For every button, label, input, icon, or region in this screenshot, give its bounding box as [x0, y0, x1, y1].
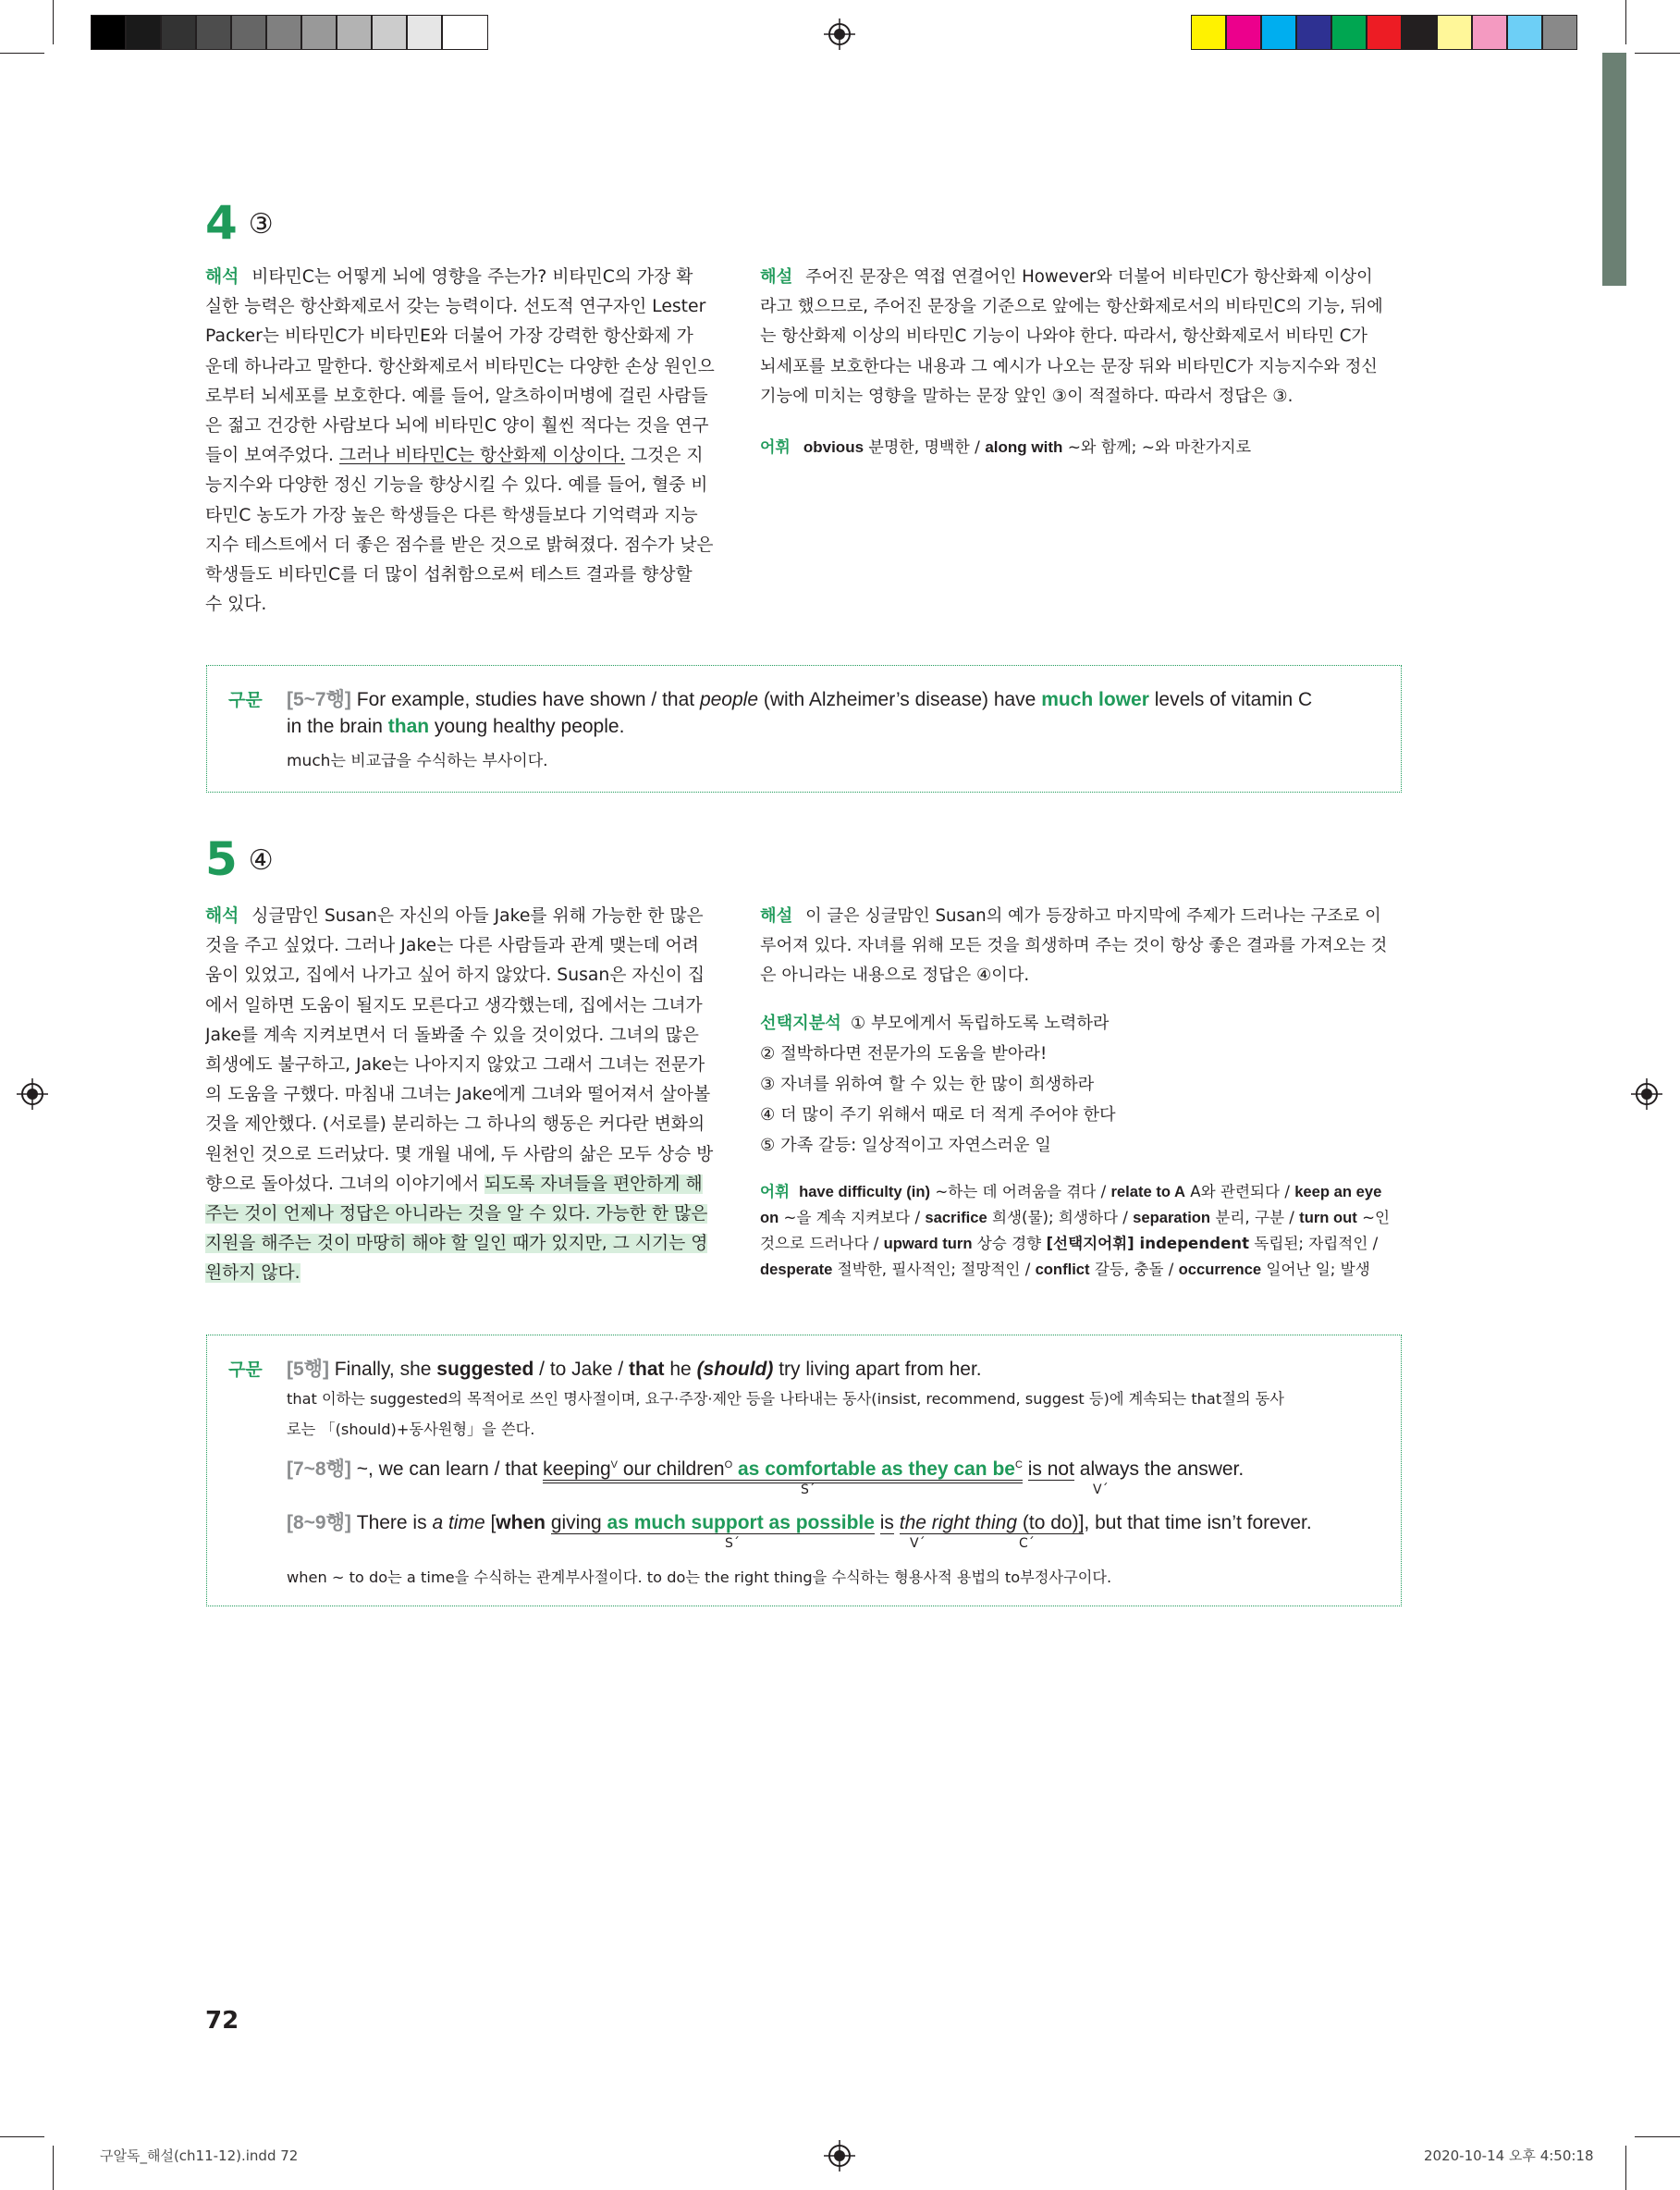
- syntax-sentence-line-1: [287, 684, 1312, 712]
- vocab-term: conflict: [1035, 1261, 1090, 1278]
- vocab-meaning: ~인: [1356, 1209, 1391, 1226]
- q5-vocabulary: [760, 1179, 1402, 1283]
- text-line: 에서 일하면 도움이 될지도 모른다고 생각했는데, 집에서는 그녀가: [205, 995, 703, 1015]
- line-reference: [7~8행]: [287, 1458, 351, 1480]
- syntax-label: 구문: [228, 1360, 263, 1380]
- choice-analysis-label: 선택지분석: [760, 1014, 841, 1033]
- sentence-text: try living apart from her.: [773, 1359, 982, 1380]
- text-line: 학생들도 비타민C를 더 많이 섭취함으로써 테스트 결과를 향상할: [205, 564, 693, 584]
- grammar-tag: O: [724, 1459, 733, 1470]
- sentence-text: (with Alzheimer’s disease) have: [758, 689, 1042, 710]
- sentence-text: he: [664, 1359, 697, 1380]
- page-number: 72: [205, 2007, 239, 2035]
- vocab-meaning: 것으로 드러나다 /: [760, 1235, 884, 1252]
- text-line: Packer는 비타민C가 비타민E와 더불어 가장 강력한 항산화제 가: [205, 326, 693, 347]
- highlighted-sentence: 되도록 자녀들을 편안하게 해: [484, 1174, 703, 1194]
- choice-item: ⑤ 가족 갈등: 일상적이고 자연스러운 일: [760, 1136, 1051, 1155]
- registration-mark-right: [1631, 1078, 1662, 1110]
- line-reference: [5행]: [287, 1359, 329, 1380]
- text-line: 지수 테스트에서 더 좋은 점수를 받은 것으로 밝혀졌다. 점수가 낮은: [205, 535, 714, 555]
- question-number: 4: [205, 196, 238, 250]
- sentence-text: , but that time isn’t forever.: [1084, 1512, 1312, 1533]
- q5-choice-analysis: [760, 1008, 1402, 1161]
- sentence-text: people: [699, 689, 758, 710]
- q5-translation: [205, 902, 716, 1288]
- sentence-text: our children: [622, 1458, 725, 1480]
- choice-item: ① 부모에게서 독립하도록 노력하라: [850, 1014, 1110, 1033]
- sentence-text: levels of vitamin C: [1148, 689, 1313, 710]
- sentence-text: the right thing: [899, 1512, 1018, 1533]
- vocab-term: on: [760, 1209, 779, 1226]
- syntax-note: 로는 「(should)+동사원형」을 쓴다.: [287, 1421, 535, 1438]
- vocab-term: turn out: [1299, 1209, 1357, 1226]
- text-line: 능지수와 다양한 정신 기능을 향상시킬 수 있다. 예를 들어, 혈중 비: [205, 475, 708, 496]
- text-line: 는 항산화제 이상의 비타민C 기능이 나와야 한다. 따라서, 항산화제로서 비타민 C가: [760, 326, 1367, 347]
- text-line: 주어진 문장은 역접 연결어인 However와 더불어 비타민C가 항산화제 이상이: [805, 267, 1373, 287]
- choice-item: ④ 더 많이 주기 위해서 때로 더 적게 주어야 한다: [760, 1105, 1116, 1125]
- text-line: 실한 능력은 항산화제로서 갖는 능력이다. 선도적 연구자인 Lester: [205, 297, 706, 317]
- underlined-sentence: 그러나 비타민C는 항산화제 이상이다.: [338, 446, 626, 466]
- syntax-note: much는 비교급을 수식하는 부사이다.: [287, 752, 548, 770]
- vocab-term: separation: [1133, 1209, 1211, 1226]
- subject-phrase: giving as much support as possible: [550, 1512, 875, 1533]
- text-line: 기능에 미치는 영향을 말하는 문장 앞인 ③이 적절하다. 따라서 정답은 ③.: [760, 386, 1294, 406]
- highlighted-phrase: as comfortable as they can be: [738, 1458, 1015, 1480]
- sentence-text: that: [629, 1359, 665, 1380]
- text-line: 수 있다.: [205, 595, 267, 615]
- text-line: Jake를 계속 지켜보면서 더 돌봐줄 수 있을 것이었다. 그녀의 많은: [205, 1025, 699, 1045]
- vocab-term: relate to A: [1110, 1183, 1185, 1200]
- syntax-row-1: [287, 1354, 982, 1382]
- subject-phrase: [543, 1458, 1023, 1483]
- vocab-meaning: 분명한, 명백한 /: [864, 438, 986, 457]
- translation-label: 해석: [205, 906, 239, 926]
- choice-item: ② 절박하다면 전문가의 도움을 받아라!: [760, 1044, 1048, 1064]
- vocab-term: sacrifice: [925, 1209, 987, 1226]
- verb-phrase: is not: [1027, 1458, 1074, 1480]
- complement-tag: C´: [1019, 1536, 1035, 1551]
- syntax-row-2: [287, 1454, 1244, 1482]
- line-reference: [5~7행]: [287, 689, 351, 710]
- sentence-text: For example, studies have shown / that: [350, 689, 700, 710]
- q4-vocabulary: [760, 434, 1402, 461]
- sentence-text: / to Jake /: [533, 1359, 630, 1380]
- highlighted-sentence: 지원을 해주는 것이 마땅히 해야 할 일인 때가 있지만, 그 시기는 영: [205, 1234, 708, 1254]
- text-line: 은 아니라는 내용으로 정답은 ④이다.: [760, 966, 1030, 986]
- vocab-term: [선택지어휘] independent: [1046, 1235, 1250, 1252]
- sentence-text: a time: [432, 1512, 485, 1533]
- verb-phrase: is: [879, 1512, 894, 1533]
- text-line: 것을 주고 싶었다. 그러나 Jake는 다른 사람들과 관계 맺는데 어려: [205, 936, 699, 956]
- vocab-term: obvious: [803, 438, 865, 456]
- vocab-meaning: 독립된; 자립적인 /: [1249, 1235, 1379, 1252]
- explanation-label: 해설: [760, 267, 793, 287]
- vocab-meaning: 절박한, 필사적인; 절망적인 /: [832, 1261, 1036, 1278]
- syntax-row-3: [287, 1507, 1312, 1535]
- text-line: 의 도움을 구했다. 마침내 그녀는 Jake에게 그녀와 떨어져서 살아볼: [205, 1085, 711, 1105]
- text-line: 들이 보여주었다.: [205, 446, 339, 466]
- file-slug: 구알독_해설(ch11-12).indd 72: [100, 2147, 299, 2164]
- question-5-heading: [205, 832, 274, 886]
- sentence-text: suggested: [436, 1359, 534, 1380]
- choice-item: ③ 자녀를 위하여 할 수 있는 한 많이 희생하라: [760, 1075, 1095, 1094]
- text-line: 것을 제안했다. (서로를) 분리하는 그 하나의 행동은 커다란 변화의: [205, 1114, 705, 1135]
- registration-mark-top: [824, 18, 855, 50]
- text-line: 로부터 뇌세포를 보호한다. 예를 들어, 알츠하이머병에 걸린 사람들: [205, 386, 708, 406]
- highlighted-phrase: as much support as possible: [607, 1512, 875, 1533]
- text-line: 희생에도 불구하고, Jake는 나아지지 않았고 그래서 그녀는 전문가: [205, 1054, 705, 1075]
- vocabulary-label: 어휘: [760, 438, 791, 457]
- sentence-text: There is: [350, 1512, 433, 1533]
- sentence-text: keeping: [543, 1458, 611, 1480]
- verb-tag: V´: [1093, 1483, 1109, 1497]
- vocab-meaning: 분리, 구분 /: [1210, 1209, 1300, 1226]
- vocab-term: upward turn: [883, 1235, 973, 1252]
- text-line: 뇌세포를 보호한다는 내용과 그 예시가 나오는 문장 뒤와 비타민C가 지능지수와 정신: [760, 356, 1378, 376]
- q4-explanation: [760, 263, 1402, 412]
- vocab-term: occurrence: [1178, 1261, 1262, 1278]
- vocab-term: have difficulty (in): [799, 1183, 931, 1200]
- vocab-term: keep an eye: [1294, 1183, 1382, 1200]
- vocab-meaning: 희생(물); 희생하다 /: [987, 1209, 1134, 1226]
- text-line: 라고 했으므로, 주어진 문장을 기준으로 앞에는 항산화제로서의 비타민C의 기능, 뒤에: [760, 297, 1383, 317]
- vocab-term: along with: [985, 438, 1063, 456]
- vocab-meaning: A와 관련되다 /: [1185, 1183, 1295, 1200]
- subject-tag: S´: [725, 1536, 740, 1551]
- q5-syntax-box: [206, 1335, 1402, 1606]
- sentence-text: (should): [696, 1359, 774, 1380]
- text-line: 루어져 있다. 자녀를 위해 모든 것을 희생하며 주는 것이 항상 좋은 결과를 가져오는 것: [760, 936, 1388, 956]
- line-reference: [8~9행]: [287, 1512, 351, 1533]
- vocab-meaning: 갈등, 충돌 /: [1089, 1261, 1179, 1278]
- syntax-sentence-line-2: [287, 716, 624, 738]
- sentence-text: [: [484, 1512, 497, 1533]
- question-4-heading: [205, 196, 274, 250]
- highlighted-phrase: much lower: [1041, 689, 1149, 710]
- q5-explanation: [760, 902, 1402, 991]
- syntax-note: that 이하는 suggested의 목적어로 쓰인 명사절이며, 요구·주장·제안 등을 나타내는 동사(insist, recommend, suggest 등)에 계속되는 that절의 동사: [287, 1390, 1284, 1408]
- vocab-meaning: ~와 함께; ~와 마찬가지로: [1062, 438, 1251, 457]
- chapter-tab: [1602, 53, 1626, 286]
- sentence-text: ~, we can learn / that: [350, 1458, 544, 1480]
- verb-tag: V´: [910, 1536, 926, 1551]
- registration-mark-bottom: [824, 2140, 855, 2172]
- text-line: 향으로 돌아섰다. 그녀의 이야기에서: [205, 1174, 484, 1194]
- syntax-label: 구문: [228, 690, 263, 710]
- timestamp-slug: 2020-10-14 오후 4:50:18: [1424, 2147, 1594, 2164]
- registration-mark-left: [17, 1078, 48, 1110]
- explanation-label: 해설: [760, 906, 793, 926]
- highlighted-sentence: 원하지 않다.: [205, 1263, 300, 1284]
- vocab-meaning: 일어난 일; 발생: [1261, 1261, 1370, 1278]
- q4-syntax-box: [206, 665, 1402, 793]
- syntax-note: when ~ to do는 a time을 수식하는 관계부사절이다. to do는 the right thing을 수식하는 형용사적 용법의 to부정사구이다.: [287, 1569, 1112, 1586]
- sentence-text: always the answer.: [1073, 1458, 1245, 1480]
- text-line: 움이 있었고, 집에서 나가고 싶어 하지 않았다. Susan은 자신이 집: [205, 966, 705, 986]
- text-line: 싱글맘인 Susan은 자신의 아들 Jake를 위해 가능한 한 많은: [251, 906, 704, 926]
- vocab-term: desperate: [760, 1261, 833, 1278]
- text-line: 타민C 농도가 가장 높은 학생들은 다른 학생들보다 기억력과 지능: [205, 505, 698, 525]
- vocab-meaning: 상승 경향: [972, 1235, 1047, 1252]
- vocabulary-label: 어휘: [760, 1183, 791, 1200]
- grammar-tag: V: [610, 1459, 619, 1470]
- answer-mark: ③: [248, 208, 274, 240]
- vocab-meaning: ~을 계속 지켜보다 /: [779, 1209, 926, 1226]
- text-line: 비타민C는 어떻게 뇌에 영향을 주는가? 비타민C의 가장 확: [251, 267, 693, 287]
- grammar-tag: C: [1014, 1459, 1023, 1470]
- q4-translation: [205, 263, 716, 620]
- sentence-text: young healthy people.: [429, 716, 625, 737]
- vocab-meaning: ~하는 데 어려움을 겪다 /: [930, 1183, 1111, 1200]
- text-line: 원천인 것으로 드러났다. 몇 개월 내에, 두 사람의 삶은 모두 상승 방: [205, 1144, 714, 1164]
- text-line: 운데 하나라고 말한다. 항산화제로서 비타민C는 다양한 손상 원인으: [205, 356, 715, 376]
- sentence-text: in the brain: [287, 716, 388, 737]
- text-line: 그것은 지: [625, 446, 704, 466]
- subject-tag: S´: [801, 1483, 815, 1497]
- highlighted-phrase: than: [387, 716, 430, 737]
- answer-mark: ④: [248, 844, 274, 877]
- text-line: 은 젊고 건강한 사람보다 뇌에 비타민C 양이 훨씬 적다는 것을 연구: [205, 415, 709, 436]
- text-line: 이 글은 싱글맘인 Susan의 예가 등장하고 마지막에 주제가 드러나는 구조로 이: [805, 906, 1381, 926]
- highlighted-sentence: 주는 것이 언제나 정답은 아니라는 것을 알 수 있다. 가능한 한 많은: [205, 1203, 708, 1224]
- sentence-text: (to do)]: [1017, 1512, 1085, 1533]
- sentence-text: Finally, she: [328, 1359, 437, 1380]
- complement-phrase: [900, 1512, 1085, 1534]
- sentence-text: when: [496, 1512, 546, 1533]
- translation-label: 해석: [205, 267, 239, 287]
- question-number: 5: [205, 832, 238, 886]
